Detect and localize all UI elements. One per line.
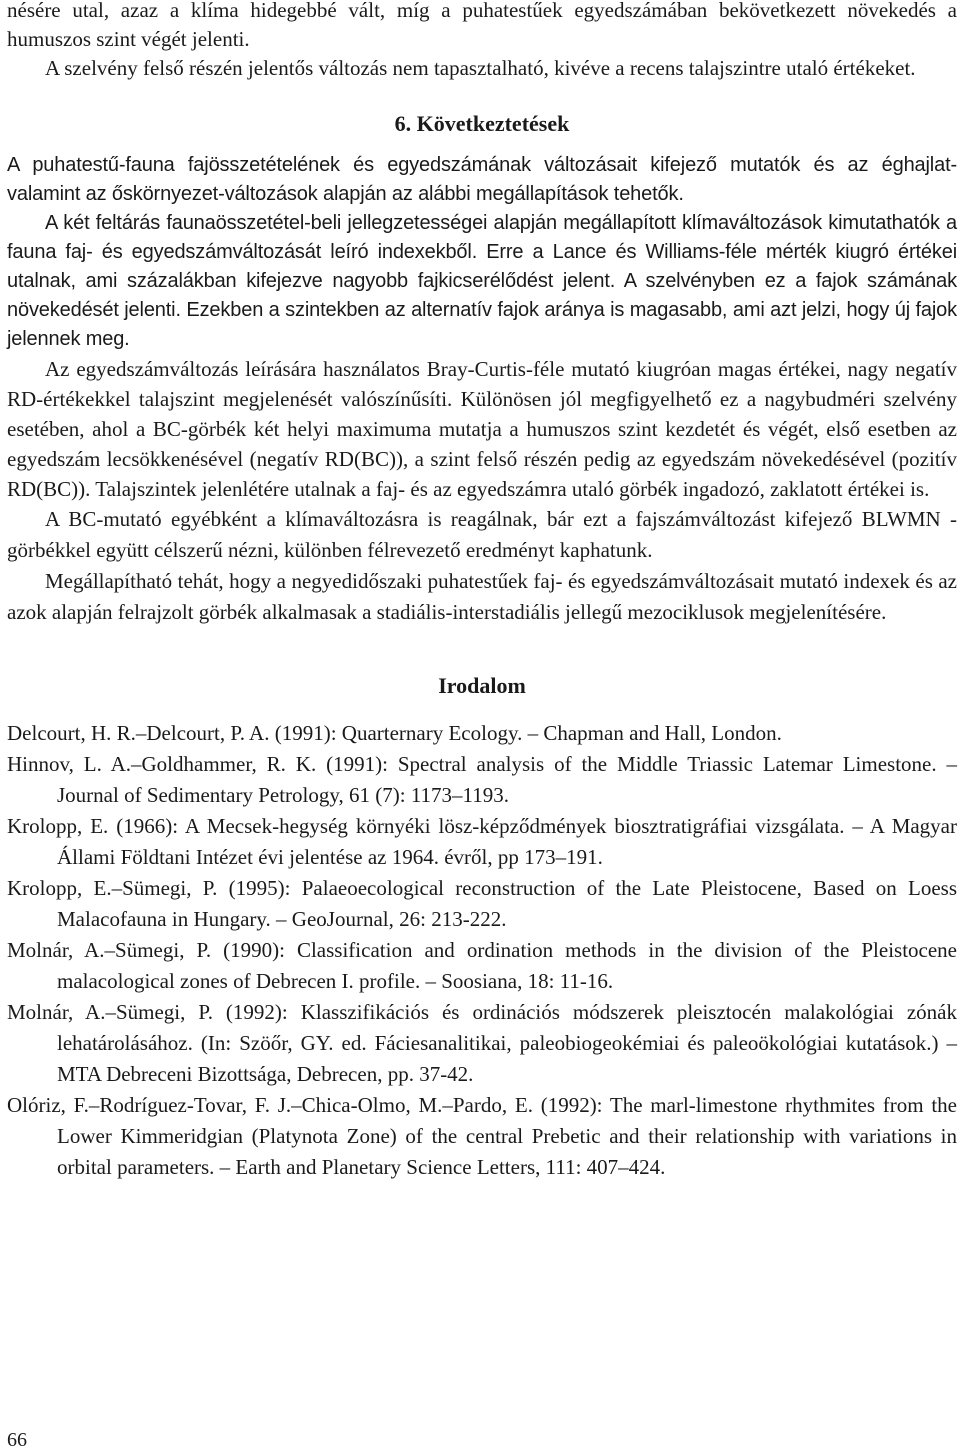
body-paragraph: Megállapítható tehát, hogy a negyedidőszaki puhatestűek faj- és egyedszámváltozásait mutató indexek és az azok alapján felrajzolt görbék alkalmasak a stadiális-interstadiális jellegű mezociklusok megjelenítésére. [7, 569, 957, 624]
page-content [7, 0, 957, 1183]
reference-item: Krolopp, E. (1966): A Mecsek-hegység környéki lösz-képződmények biosztratigráfiai vizsgálata. – A Magyar Állami Földtani Intézet évi jelentése az 1964. évről, pp 173–191. [7, 814, 957, 869]
references-heading: Irodalom [438, 673, 526, 698]
body-paragraph: Az egyedszámváltozás leírására használatos Bray-Curtis-féle mutató kiugróan magas értékei, nagy negatív RD-értékekkel talajszint megjelenését valószínűsíti. Különösen jól megfigyelhető ez a nagybudméri szelvény esetében, ahol a BC-görbék két helyi maximuma mutatja a humuszos szint kezdetét és végét, első esetben az egyedszám lecsökkenésével (negatív RD(BC)), a szint felső részén pedig az egyedszám növekedésével (pozitív RD(BC)). Talajszintek jelenlétére utalnak a faj- és az egyedszámra utaló görbék ingadozó, zaklatott értékei is. [7, 357, 957, 501]
reference-item: Olóriz, F.–Rodríguez-Tovar, F. J.–Chica-Olmo, M.–Pardo, E. (1992): The marl-limestone rhythmites from the Lower Kimmeridgian (Platynota Zone) of the central Prebetic and their relationship with variations in orbital parameters. – Earth and Planetary Science Letters, 111: 407–424. [7, 1093, 957, 1179]
body-paragraph: nésére utal, azaz a klíma hidegebbé vált, míg a puhatestűek egyedszámában bekövetkezett növekedés a humuszos szint végét jelenti. [7, 0, 957, 51]
reference-item: Molnár, A.–Sümegi, P. (1990): Classification and ordination methods in the division of the Pleistocene malacological zones of Debrecen I. profile. – Soosiana, 18: 11-16. [7, 938, 957, 993]
reference-item: Hinnov, L. A.–Goldhammer, R. K. (1991): Spectral analysis of the Middle Triassic Latemar Limestone. – Journal of Sedimentary Petrology, 61 (7): 1173–1193. [7, 752, 957, 807]
reference-item: Molnár, A.–Sümegi, P. (1992): Klasszifikációs és ordinációs módszerek pleisztocén malakológiai zónák lehatárolásához. (In: Szöőr, GY. ed. Fáciesanalitikai, paleobiogeokémiai és paleoökológiai kutatások.) – MTA Debreceni Bizottsága, Debrecen, pp. 37-42. [7, 1000, 957, 1086]
body-paragraph: A szelvény felső részén jelentős változás nem tapasztalható, kivéve a recens talajszintre utaló értékeket. [45, 56, 916, 80]
body-paragraph: A két feltárás faunaösszetétel-beli jellegzetességei alapján megállapított klímaváltozások kimutathatók a fauna faj- és egyedszámváltozását leíró indexekből. Erre a Lance és Williams-féle mérték kiugró értékei utalnak, ami százalákban kifejezve nagyobb fajkicserélődést jelent. A szelvényben ez a fajok számának növekedését jelenti. Ezekben a szintekben az alternatív fajok aránya is magasabb, ami azt jelzi, hogy új fajok jelennek meg. [7, 212, 957, 350]
reference-item: Delcourt, H. R.–Delcourt, P. A. (1991): Quarternary Ecology. – Chapman and Hall, London. [7, 721, 782, 745]
page-number: 66 [7, 1429, 27, 1451]
reference-item: Krolopp, E.–Sümegi, P. (1995): Palaeoecological reconstruction of the Late Pleistocene, Based on Loess Malacofauna in Hungary. – GeoJournal, 26: 213-222. [7, 876, 957, 931]
section-heading: 6. Következtetések [394, 111, 570, 136]
body-paragraph: A puhatestű-fauna fajösszetételének és egyedszámának változásait kifejező mutatók és az éghajlat- valamint az őskörnyezet-változások alapján az alábbi megállapítások tehetők. [7, 154, 957, 205]
reference-list [7, 718, 957, 1183]
body-paragraph: A BC-mutató egyébként a klímaváltozásra is reagálnak, bár ezt a fajszámváltozást kifejező BLWMN -görbékkel együtt célszerű nézni, különben félrevezető eredményt kaphatunk. [7, 507, 957, 562]
